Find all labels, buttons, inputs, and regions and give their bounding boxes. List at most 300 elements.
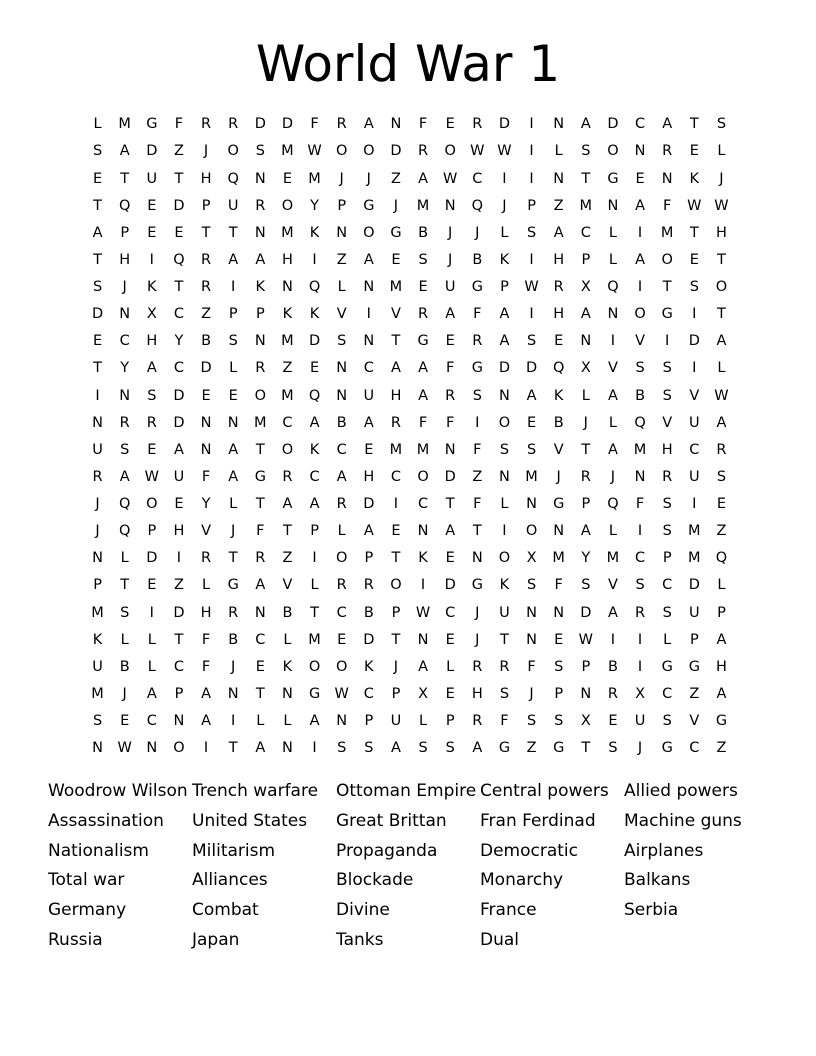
- grid-letter[interactable]: A: [445, 523, 456, 540]
- grid-letter[interactable]: A: [309, 713, 320, 730]
- grid-letter[interactable]: L: [283, 713, 292, 730]
- grid-letter[interactable]: I: [502, 523, 507, 540]
- grid-letter[interactable]: R: [336, 116, 347, 133]
- grid-letter[interactable]: T: [310, 604, 319, 621]
- grid-letter[interactable]: C: [635, 116, 646, 133]
- grid-letter[interactable]: P: [391, 685, 401, 702]
- grid-letter[interactable]: D: [363, 496, 375, 513]
- grid-letter[interactable]: O: [335, 550, 348, 567]
- grid-letter[interactable]: E: [201, 387, 211, 404]
- grid-letter[interactable]: D: [498, 360, 511, 377]
- grid-letter[interactable]: M: [688, 523, 701, 540]
- grid-letter[interactable]: C: [689, 740, 700, 757]
- grid-letter[interactable]: S: [662, 604, 672, 621]
- grid-letter[interactable]: J: [610, 468, 616, 485]
- grid-letter[interactable]: H: [553, 251, 565, 268]
- grid-letter[interactable]: C: [689, 441, 700, 458]
- grid-letter[interactable]: H: [146, 333, 158, 350]
- grid-letter[interactable]: F: [473, 441, 482, 458]
- grid-letter[interactable]: I: [692, 496, 697, 513]
- grid-letter[interactable]: S: [526, 441, 537, 458]
- grid-letter[interactable]: R: [201, 116, 212, 133]
- grid-letter[interactable]: T: [255, 496, 265, 513]
- grid-letter[interactable]: Z: [201, 306, 212, 323]
- grid-letter[interactable]: I: [529, 170, 534, 187]
- grid-letter[interactable]: N: [282, 740, 293, 757]
- grid-letter[interactable]: Q: [715, 550, 728, 567]
- grid-letter[interactable]: W: [714, 387, 729, 404]
- grid-letter[interactable]: N: [363, 333, 375, 350]
- grid-letter[interactable]: E: [526, 414, 537, 431]
- grid-letter[interactable]: C: [336, 604, 347, 621]
- grid-letter[interactable]: J: [393, 658, 399, 675]
- grid-letter[interactable]: J: [475, 224, 480, 241]
- grid-letter[interactable]: F: [310, 116, 319, 133]
- grid-letter[interactable]: C: [282, 414, 293, 431]
- grid-letter[interactable]: I: [231, 713, 236, 730]
- grid-letter[interactable]: E: [635, 170, 645, 187]
- grid-letter[interactable]: A: [201, 685, 212, 702]
- grid-letter[interactable]: U: [444, 279, 456, 296]
- grid-letter[interactable]: E: [689, 143, 699, 160]
- grid-letter[interactable]: K: [689, 170, 700, 187]
- grid-letter[interactable]: T: [120, 577, 130, 594]
- grid-letter[interactable]: I: [529, 306, 534, 323]
- grid-letter[interactable]: D: [363, 631, 375, 648]
- grid-letter[interactable]: O: [661, 251, 673, 268]
- grid-letter[interactable]: P: [581, 496, 591, 513]
- grid-letter[interactable]: I: [95, 387, 100, 404]
- grid-letter[interactable]: I: [692, 306, 697, 323]
- grid-letter[interactable]: B: [635, 387, 646, 404]
- grid-letter[interactable]: O: [525, 523, 538, 540]
- grid-letter[interactable]: A: [418, 170, 429, 187]
- grid-letter[interactable]: K: [499, 251, 510, 268]
- grid-letter[interactable]: G: [308, 685, 321, 702]
- grid-letter[interactable]: M: [633, 441, 647, 458]
- grid-letter[interactable]: I: [502, 170, 507, 187]
- grid-letter[interactable]: S: [635, 577, 645, 594]
- grid-letter[interactable]: C: [173, 306, 184, 323]
- grid-letter[interactable]: L: [337, 523, 346, 540]
- grid-letter[interactable]: C: [173, 658, 184, 675]
- grid-letter[interactable]: V: [390, 306, 401, 323]
- grid-letter[interactable]: R: [418, 143, 429, 160]
- grid-letter[interactable]: W: [307, 143, 322, 160]
- grid-letter[interactable]: D: [254, 116, 266, 133]
- grid-letter[interactable]: P: [93, 577, 102, 594]
- grid-letter[interactable]: S: [554, 658, 564, 675]
- grid-letter[interactable]: B: [553, 414, 564, 431]
- grid-letter[interactable]: A: [173, 441, 184, 458]
- grid-letter[interactable]: D: [173, 387, 185, 404]
- grid-letter[interactable]: I: [312, 550, 317, 567]
- grid-letter[interactable]: L: [446, 658, 455, 675]
- grid-letter[interactable]: M: [91, 604, 104, 621]
- grid-letter[interactable]: S: [147, 387, 157, 404]
- grid-letter[interactable]: S: [337, 740, 347, 757]
- grid-letter[interactable]: R: [255, 197, 266, 214]
- grid-letter[interactable]: H: [200, 170, 212, 187]
- grid-letter[interactable]: N: [499, 387, 510, 404]
- grid-letter[interactable]: O: [308, 658, 321, 675]
- grid-letter[interactable]: F: [418, 414, 428, 431]
- grid-letter[interactable]: V: [689, 387, 700, 404]
- grid-letter[interactable]: G: [227, 577, 239, 594]
- grid-letter[interactable]: A: [716, 685, 727, 702]
- grid-letter[interactable]: S: [418, 740, 428, 757]
- grid-letter[interactable]: S: [255, 143, 265, 160]
- grid-letter[interactable]: T: [472, 523, 482, 540]
- grid-letter[interactable]: G: [661, 306, 673, 323]
- grid-letter[interactable]: B: [336, 414, 347, 431]
- grid-letter[interactable]: X: [580, 713, 591, 730]
- grid-letter[interactable]: U: [173, 468, 185, 485]
- grid-letter[interactable]: T: [391, 333, 401, 350]
- grid-letter[interactable]: L: [500, 496, 509, 513]
- grid-letter[interactable]: R: [662, 143, 673, 160]
- grid-letter[interactable]: R: [607, 685, 618, 702]
- grid-letter[interactable]: J: [231, 658, 236, 675]
- grid-letter[interactable]: W: [524, 279, 539, 296]
- grid-letter[interactable]: L: [717, 360, 726, 377]
- grid-letter[interactable]: L: [283, 631, 292, 648]
- grid-letter[interactable]: A: [580, 116, 591, 133]
- grid-letter[interactable]: I: [610, 333, 616, 350]
- grid-letter[interactable]: S: [228, 333, 238, 350]
- grid-letter[interactable]: X: [418, 685, 429, 702]
- grid-letter[interactable]: A: [635, 197, 646, 214]
- grid-letter[interactable]: S: [716, 468, 727, 485]
- grid-letter[interactable]: A: [499, 333, 510, 350]
- grid-letter[interactable]: K: [309, 441, 320, 458]
- grid-letter[interactable]: W: [117, 740, 132, 757]
- grid-letter[interactable]: G: [688, 658, 700, 675]
- grid-letter[interactable]: F: [527, 658, 536, 675]
- grid-letter[interactable]: L: [229, 360, 238, 377]
- grid-letter[interactable]: R: [635, 604, 646, 621]
- grid-letter[interactable]: T: [93, 251, 102, 268]
- grid-letter[interactable]: E: [147, 441, 157, 458]
- grid-letter[interactable]: Z: [689, 685, 700, 702]
- grid-letter[interactable]: D: [525, 360, 538, 377]
- grid-letter[interactable]: A: [553, 224, 564, 241]
- grid-letter[interactable]: H: [661, 441, 673, 458]
- grid-letter[interactable]: B: [607, 658, 618, 675]
- grid-letter[interactable]: A: [716, 333, 727, 350]
- grid-letter[interactable]: I: [610, 631, 616, 648]
- grid-letter[interactable]: K: [309, 306, 320, 323]
- grid-letter[interactable]: J: [556, 468, 561, 485]
- grid-letter[interactable]: B: [363, 604, 374, 621]
- grid-letter[interactable]: N: [254, 224, 266, 241]
- grid-letter[interactable]: W: [144, 468, 159, 485]
- grid-letter[interactable]: G: [471, 577, 483, 594]
- grid-letter[interactable]: J: [583, 414, 588, 431]
- grid-letter[interactable]: A: [418, 387, 429, 404]
- grid-letter[interactable]: P: [310, 523, 319, 540]
- grid-letter[interactable]: Z: [390, 170, 401, 187]
- grid-letter[interactable]: A: [418, 360, 429, 377]
- grid-letter[interactable]: N: [336, 713, 348, 730]
- grid-letter[interactable]: O: [254, 387, 267, 404]
- grid-letter[interactable]: S: [364, 740, 374, 757]
- grid-letter[interactable]: L: [608, 224, 617, 241]
- grid-letter[interactable]: J: [393, 197, 399, 214]
- grid-letter[interactable]: J: [719, 170, 724, 187]
- grid-letter[interactable]: O: [363, 143, 375, 160]
- grid-letter[interactable]: A: [363, 251, 374, 268]
- grid-letter[interactable]: T: [391, 631, 401, 648]
- grid-letter[interactable]: W: [714, 197, 729, 214]
- grid-letter[interactable]: Z: [472, 468, 483, 485]
- grid-letter[interactable]: C: [119, 333, 130, 350]
- grid-letter[interactable]: R: [580, 468, 591, 485]
- grid-letter[interactable]: F: [201, 631, 211, 648]
- grid-letter[interactable]: M: [416, 197, 430, 214]
- grid-letter[interactable]: S: [92, 279, 103, 296]
- grid-letter[interactable]: Q: [118, 197, 131, 214]
- grid-letter[interactable]: P: [337, 197, 347, 214]
- grid-letter[interactable]: H: [173, 523, 185, 540]
- grid-letter[interactable]: N: [634, 143, 646, 160]
- grid-letter[interactable]: L: [202, 577, 211, 594]
- grid-letter[interactable]: M: [91, 685, 104, 702]
- grid-letter[interactable]: X: [146, 306, 157, 323]
- grid-letter[interactable]: R: [363, 577, 374, 594]
- grid-letter[interactable]: K: [418, 550, 428, 567]
- grid-letter[interactable]: K: [499, 577, 510, 594]
- grid-letter[interactable]: Y: [310, 197, 319, 214]
- grid-letter[interactable]: G: [661, 658, 673, 675]
- grid-letter[interactable]: X: [580, 279, 591, 296]
- grid-letter[interactable]: I: [637, 523, 643, 540]
- grid-letter[interactable]: A: [363, 523, 374, 540]
- grid-letter[interactable]: D: [91, 306, 104, 323]
- grid-letter[interactable]: L: [554, 143, 563, 160]
- grid-letter[interactable]: A: [363, 414, 374, 431]
- grid-letter[interactable]: N: [526, 631, 537, 648]
- grid-letter[interactable]: J: [95, 496, 100, 513]
- grid-letter[interactable]: P: [554, 685, 564, 702]
- grid-letter[interactable]: O: [281, 197, 294, 214]
- grid-letter[interactable]: Z: [173, 143, 184, 160]
- grid-letter[interactable]: I: [529, 143, 534, 160]
- grid-letter[interactable]: G: [661, 740, 673, 757]
- grid-letter[interactable]: E: [391, 523, 401, 540]
- grid-letter[interactable]: A: [390, 740, 401, 757]
- grid-letter[interactable]: C: [390, 468, 401, 485]
- grid-letter[interactable]: E: [309, 360, 320, 377]
- grid-letter[interactable]: A: [472, 740, 483, 757]
- grid-letter[interactable]: A: [119, 468, 130, 485]
- grid-letter[interactable]: X: [635, 685, 646, 702]
- grid-letter[interactable]: J: [95, 523, 100, 540]
- grid-letter[interactable]: S: [526, 333, 537, 350]
- grid-letter[interactable]: W: [470, 143, 485, 160]
- grid-letter[interactable]: R: [716, 441, 727, 458]
- grid-letter[interactable]: S: [662, 387, 672, 404]
- grid-letter[interactable]: D: [498, 116, 511, 133]
- grid-letter[interactable]: G: [417, 333, 429, 350]
- grid-letter[interactable]: T: [228, 224, 238, 241]
- grid-letter[interactable]: A: [418, 658, 429, 675]
- grid-letter[interactable]: F: [256, 523, 265, 540]
- grid-letter[interactable]: F: [418, 116, 428, 133]
- grid-letter[interactable]: Z: [716, 740, 727, 757]
- grid-letter[interactable]: K: [282, 306, 293, 323]
- grid-letter[interactable]: A: [255, 577, 266, 594]
- grid-letter[interactable]: P: [364, 550, 374, 567]
- grid-letter[interactable]: I: [231, 279, 236, 296]
- grid-letter[interactable]: Q: [308, 387, 321, 404]
- grid-letter[interactable]: J: [637, 740, 643, 757]
- grid-letter[interactable]: N: [553, 604, 565, 621]
- grid-letter[interactable]: S: [526, 224, 537, 241]
- grid-letter[interactable]: L: [500, 224, 509, 241]
- grid-letter[interactable]: A: [716, 631, 727, 648]
- grid-letter[interactable]: B: [282, 604, 293, 621]
- grid-letter[interactable]: J: [475, 631, 480, 648]
- grid-letter[interactable]: C: [309, 468, 320, 485]
- grid-letter[interactable]: N: [444, 441, 456, 458]
- grid-letter[interactable]: C: [336, 441, 347, 458]
- grid-letter[interactable]: N: [200, 414, 212, 431]
- grid-letter[interactable]: N: [661, 170, 673, 187]
- grid-letter[interactable]: D: [688, 577, 700, 594]
- grid-letter[interactable]: N: [254, 604, 266, 621]
- grid-letter[interactable]: V: [662, 414, 673, 431]
- grid-letter[interactable]: S: [608, 740, 618, 757]
- grid-letter[interactable]: N: [553, 116, 565, 133]
- grid-letter[interactable]: M: [552, 550, 565, 567]
- grid-letter[interactable]: E: [174, 496, 184, 513]
- grid-letter[interactable]: N: [444, 197, 456, 214]
- grid-letter[interactable]: M: [660, 224, 674, 241]
- grid-letter[interactable]: P: [445, 713, 455, 730]
- grid-letter[interactable]: T: [391, 550, 401, 567]
- grid-letter[interactable]: S: [635, 360, 645, 377]
- grid-letter[interactable]: S: [662, 496, 672, 513]
- grid-letter[interactable]: D: [308, 333, 321, 350]
- grid-letter[interactable]: N: [634, 468, 646, 485]
- grid-letter[interactable]: R: [146, 414, 157, 431]
- grid-letter[interactable]: R: [228, 116, 239, 133]
- grid-letter[interactable]: V: [607, 577, 618, 594]
- grid-letter[interactable]: N: [471, 550, 483, 567]
- grid-letter[interactable]: I: [149, 604, 154, 621]
- grid-letter[interactable]: D: [173, 197, 185, 214]
- grid-letter[interactable]: C: [445, 604, 456, 621]
- grid-letter[interactable]: E: [716, 496, 727, 513]
- grid-letter[interactable]: J: [231, 523, 236, 540]
- grid-letter[interactable]: A: [255, 251, 266, 268]
- grid-letter[interactable]: N: [553, 523, 565, 540]
- grid-letter[interactable]: I: [312, 740, 317, 757]
- grid-letter[interactable]: O: [417, 468, 429, 485]
- grid-letter[interactable]: E: [391, 251, 401, 268]
- grid-letter[interactable]: K: [364, 658, 374, 675]
- grid-letter[interactable]: Q: [607, 279, 619, 296]
- grid-letter[interactable]: A: [201, 713, 212, 730]
- grid-letter[interactable]: A: [309, 414, 320, 431]
- grid-letter[interactable]: L: [147, 631, 156, 648]
- grid-letter[interactable]: E: [445, 333, 455, 350]
- grid-letter[interactable]: T: [93, 360, 102, 377]
- grid-letter[interactable]: T: [228, 550, 238, 567]
- grid-letter[interactable]: E: [174, 224, 184, 241]
- grid-letter[interactable]: N: [417, 631, 429, 648]
- grid-letter[interactable]: L: [663, 631, 672, 648]
- grid-letter[interactable]: R: [472, 713, 483, 730]
- grid-letter[interactable]: N: [282, 279, 293, 296]
- grid-letter[interactable]: T: [581, 740, 591, 757]
- grid-letter[interactable]: L: [337, 279, 346, 296]
- grid-letter[interactable]: G: [498, 740, 511, 757]
- grid-letter[interactable]: N: [607, 197, 619, 214]
- grid-letter[interactable]: I: [529, 116, 534, 133]
- grid-letter[interactable]: J: [366, 170, 371, 187]
- grid-letter[interactable]: C: [472, 170, 483, 187]
- grid-letter[interactable]: E: [445, 550, 455, 567]
- grid-letter[interactable]: N: [526, 496, 537, 513]
- grid-letter[interactable]: T: [174, 279, 184, 296]
- grid-letter[interactable]: W: [497, 143, 512, 160]
- grid-letter[interactable]: X: [580, 360, 591, 377]
- grid-letter[interactable]: G: [553, 740, 565, 757]
- grid-letter[interactable]: O: [607, 143, 619, 160]
- grid-letter[interactable]: U: [634, 713, 646, 730]
- grid-letter[interactable]: H: [363, 468, 375, 485]
- grid-letter[interactable]: S: [662, 360, 672, 377]
- grid-letter[interactable]: N: [146, 740, 158, 757]
- grid-letter[interactable]: W: [578, 631, 593, 648]
- grid-letter[interactable]: O: [281, 441, 294, 458]
- grid-letter[interactable]: C: [580, 224, 591, 241]
- grid-letter[interactable]: H: [715, 224, 727, 241]
- grid-letter[interactable]: V: [607, 360, 618, 377]
- grid-letter[interactable]: S: [689, 279, 699, 296]
- grid-letter[interactable]: B: [119, 658, 130, 675]
- grid-letter[interactable]: N: [336, 387, 348, 404]
- grid-letter[interactable]: L: [120, 550, 129, 567]
- grid-letter[interactable]: I: [637, 658, 643, 675]
- grid-letter[interactable]: I: [665, 333, 670, 350]
- grid-letter[interactable]: A: [390, 360, 401, 377]
- grid-letter[interactable]: O: [173, 740, 185, 757]
- grid-letter[interactable]: M: [281, 224, 294, 241]
- grid-letter[interactable]: V: [635, 333, 646, 350]
- grid-letter[interactable]: N: [173, 713, 185, 730]
- grid-letter[interactable]: E: [147, 224, 157, 241]
- grid-letter[interactable]: D: [607, 116, 619, 133]
- grid-letter[interactable]: N: [390, 116, 402, 133]
- grid-letter[interactable]: Z: [553, 197, 564, 214]
- grid-letter[interactable]: P: [228, 306, 238, 323]
- grid-letter[interactable]: E: [445, 685, 455, 702]
- grid-letter[interactable]: M: [281, 143, 294, 160]
- grid-letter[interactable]: Z: [526, 740, 537, 757]
- grid-letter[interactable]: A: [607, 604, 618, 621]
- grid-letter[interactable]: L: [717, 143, 726, 160]
- grid-letter[interactable]: P: [662, 550, 672, 567]
- grid-letter[interactable]: N: [336, 360, 348, 377]
- grid-letter[interactable]: Z: [282, 550, 293, 567]
- grid-letter[interactable]: T: [500, 631, 509, 648]
- grid-letter[interactable]: E: [282, 170, 293, 187]
- grid-letter[interactable]: B: [228, 631, 239, 648]
- grid-letter[interactable]: M: [389, 279, 403, 296]
